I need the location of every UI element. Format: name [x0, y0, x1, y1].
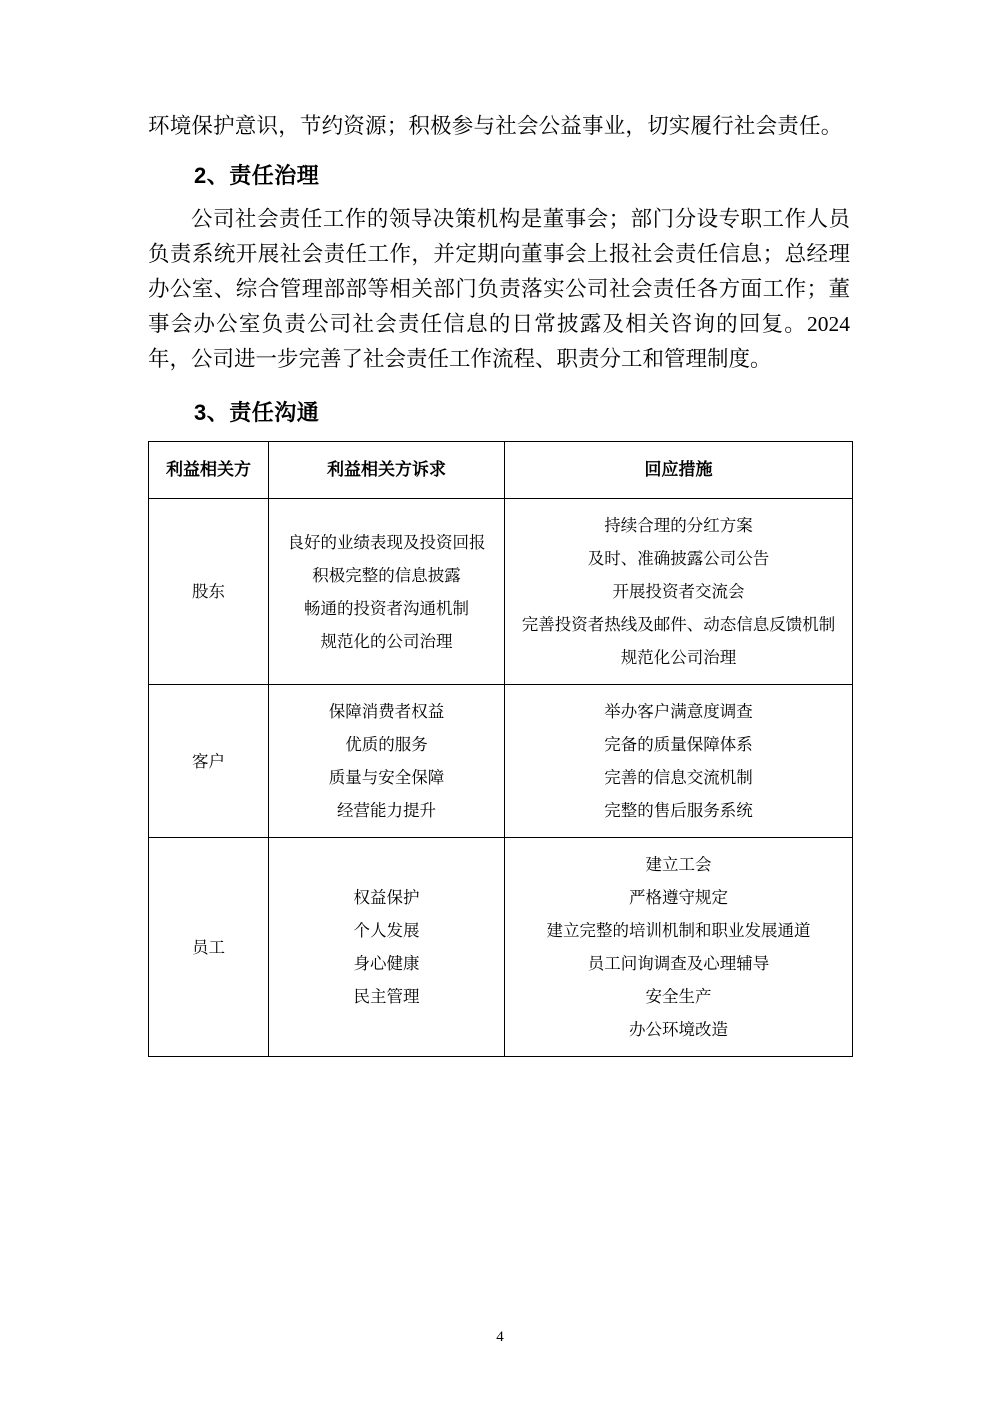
table-header-demands: 利益相关方诉求 [269, 442, 505, 499]
demand-item: 民主管理 [353, 987, 420, 1007]
response-item: 完备的质量保障体系 [604, 735, 753, 755]
table-row [149, 499, 853, 685]
response-item: 举办客户满意度调查 [604, 702, 753, 722]
response-item: 严格遵守规定 [629, 888, 728, 908]
table-cell-responses [505, 499, 853, 685]
table-cell-stakeholder: 客户 [149, 685, 269, 838]
demand-item: 经营能力提升 [337, 801, 436, 821]
table-row [149, 685, 853, 838]
response-item: 安全生产 [645, 987, 712, 1007]
page-number: 4 [496, 1329, 504, 1345]
responsibility-communication-table [148, 441, 853, 1057]
table-header-row [149, 442, 853, 499]
response-item: 完善投资者热线及邮件、动态信息反馈机制 [521, 615, 836, 635]
table-cell-stakeholder: 股东 [149, 499, 269, 685]
section-heading-responsibility-communication: 3、责任沟通 [194, 400, 320, 426]
response-item: 办公环境改造 [629, 1020, 728, 1040]
demand-item: 个人发展 [353, 921, 420, 941]
response-item: 建立工会 [645, 855, 712, 875]
table-cell-demands [269, 685, 505, 838]
response-item: 持续合理的分红方案 [604, 516, 753, 536]
response-item: 建立完整的培训机制和职业发展通道 [546, 921, 811, 941]
response-item: 开展投资者交流会 [612, 582, 745, 602]
table-cell-demands [269, 838, 505, 1057]
response-item: 员工问询调查及心理辅导 [587, 954, 770, 974]
response-item: 完整的售后服务系统 [604, 801, 753, 821]
section-paragraph-responsibility-governance: 公司社会责任工作的领导决策机构是董事会；部门分设专职工作人员负责系统开展社会责任工作，并定期向董事会上报社会责任信息；总经理办公室、综合管理部部等相关部门负责落实公司社会责任各方面工作；董事会办公室负责公司社会责任信息的日常披露及相关咨询的回复。2024 年，公司进一步完善了社会责任工作流程、职责分工和管理制度。 [148, 207, 850, 371]
demand-item: 良好的业绩表现及投资回报 [287, 532, 486, 552]
response-item: 及时、准确披露公司公告 [587, 549, 770, 569]
demand-item: 优质的服务 [345, 735, 428, 755]
section-heading-responsibility-governance: 2、责任治理 [194, 163, 320, 189]
table-cell-demands [269, 499, 505, 685]
response-item: 规范化公司治理 [620, 648, 737, 668]
table-header-responses: 回应措施 [505, 442, 853, 499]
demand-item: 积极完整的信息披露 [312, 565, 461, 585]
demand-item: 质量与安全保障 [328, 768, 445, 788]
table-cell-responses [505, 838, 853, 1057]
demand-item: 畅通的投资者沟通机制 [304, 598, 469, 618]
demand-item: 规范化的公司治理 [320, 631, 453, 651]
response-item: 完善的信息交流机制 [604, 768, 753, 788]
demand-item: 保障消费者权益 [328, 702, 445, 722]
table-header-stakeholder: 利益相关方 [149, 442, 269, 499]
demand-item: 权益保护 [353, 888, 420, 908]
table-cell-responses [505, 685, 853, 838]
table-cell-stakeholder: 员工 [149, 838, 269, 1057]
demand-item: 身心健康 [353, 954, 420, 974]
lead-paragraph: 环境保护意识，节约资源；积极参与社会公益事业，切实履行社会责任。 [148, 114, 843, 138]
table-row [149, 838, 853, 1057]
